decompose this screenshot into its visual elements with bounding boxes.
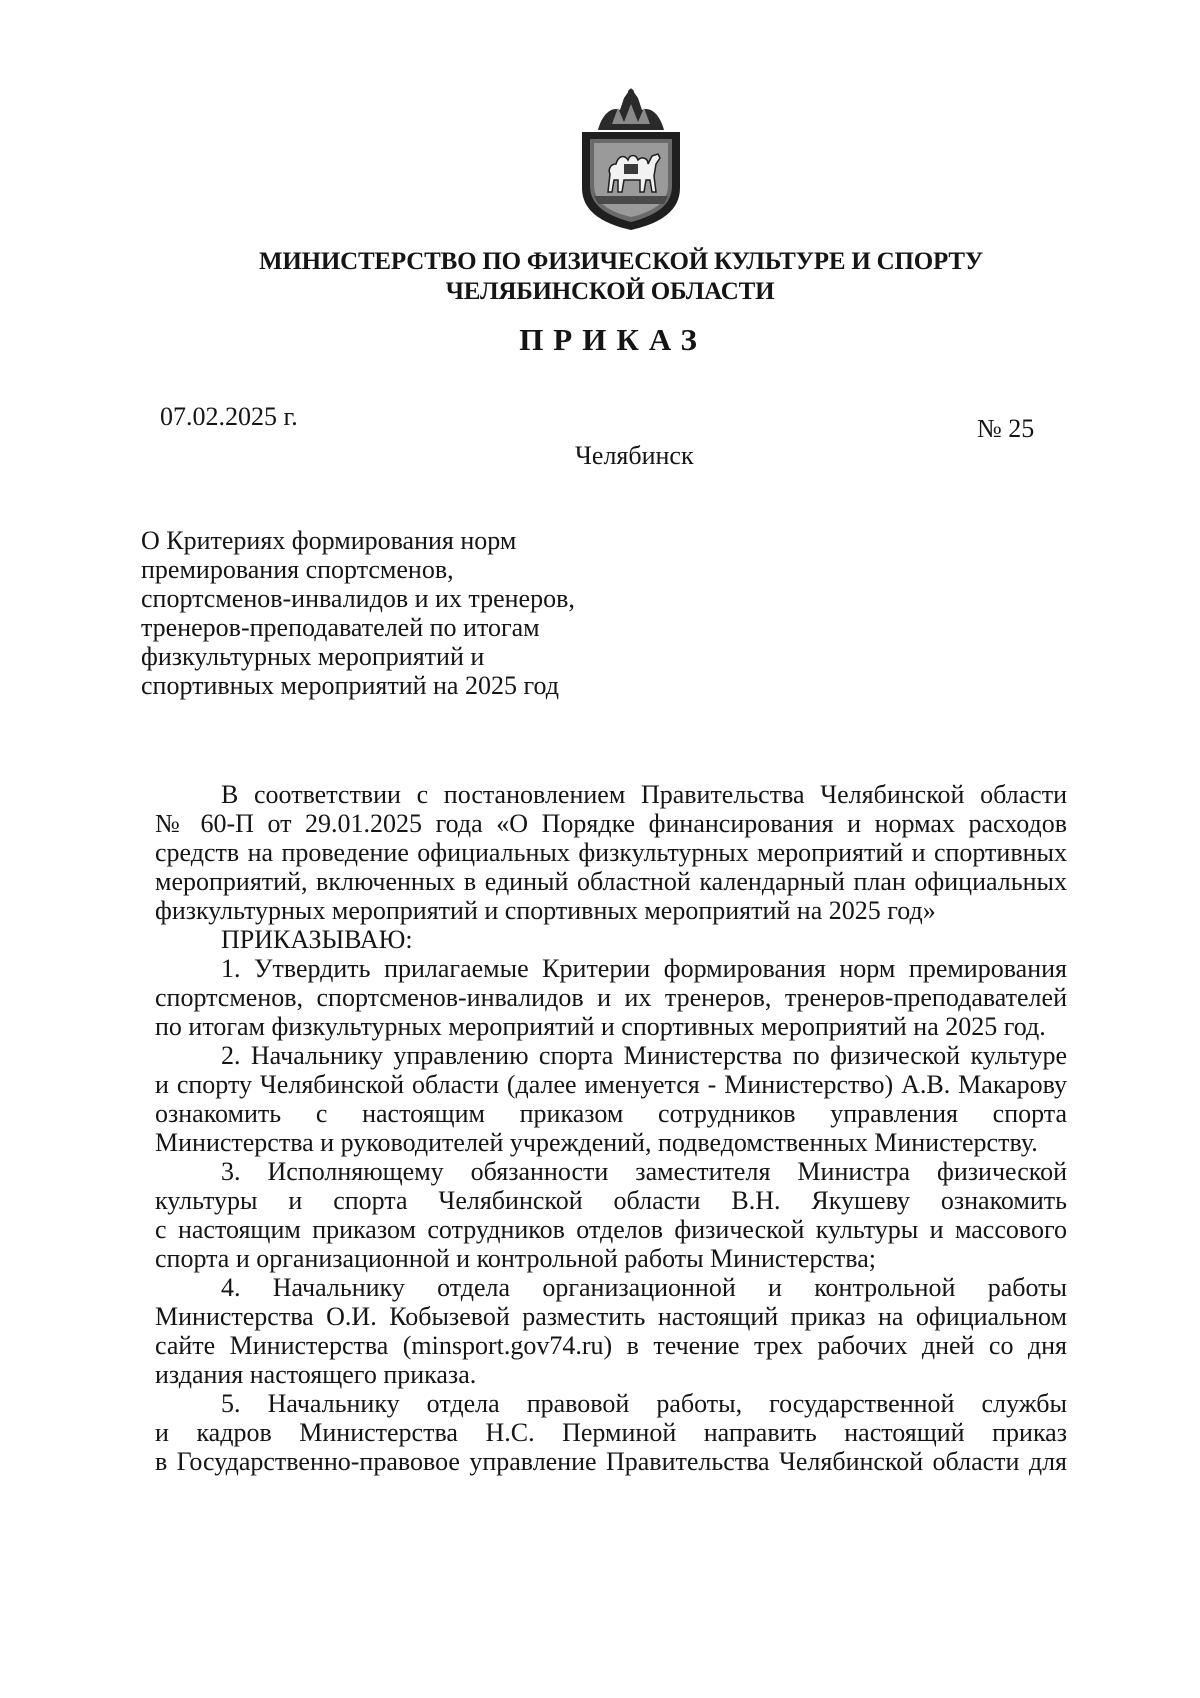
order-word: ПРИКАЗЫВАЮ: <box>221 925 413 954</box>
order-item-line: ознакомить с настоящим приказом сотрудников управления спорта <box>155 1099 1067 1128</box>
subject-line: премирования спортсменов, <box>141 555 454 584</box>
ministry-name <box>0 247 1200 307</box>
order-item-line: с настоящим приказом сотрудников отделов физической культуры и массового <box>155 1215 1067 1244</box>
document-body <box>155 780 1067 1476</box>
order-item-line: сайте Министерства (minsport.gov74.ru) в течение трех рабочих дней со дня <box>155 1331 1067 1360</box>
document-subject <box>141 526 681 700</box>
order-item-line: 1. Утвердить прилагаемые Критерии формирования норм премирования <box>221 954 1067 983</box>
ministry-name-line1: МИНИСТЕРСТВО ПО ФИЗИЧЕСКОЙ КУЛЬТУРЕ И СПОРТУ <box>258 248 984 275</box>
order-item-line: 2. Начальнику управлению спорта Министерства по физической культуре <box>221 1041 1067 1070</box>
subject-line: О Критериях формирования норм <box>141 526 517 555</box>
order-item-line: 3. Исполняющему обязанности заместителя Министра физической <box>221 1157 1067 1186</box>
document-date: 07.02.2025 г. <box>160 402 298 431</box>
order-item-line: спортсменов, спортсменов-инвалидов и их тренеров, тренеров-преподавателей <box>155 983 1067 1012</box>
order-item-line: 5. Начальнику отдела правовой работы, государственной службы <box>221 1389 1067 1418</box>
preamble-line: В соответствии с постановлением Правительства Челябинской области <box>221 780 1067 809</box>
subject-line: физкультурных мероприятий и <box>141 642 485 671</box>
order-item-line: Министерства и руководителей учреждений, подведомственных Министерству. <box>155 1128 1038 1157</box>
order-item-line: 4. Начальнику отдела организационной и контрольной работы <box>221 1273 1067 1302</box>
order-item-line: по итогам физкультурных мероприятий и спортивных мероприятий на 2025 год. <box>155 1012 1046 1041</box>
preamble-line: мероприятий, включенных в единый областной календарный план официальных <box>155 867 1067 896</box>
document-city: Челябинск <box>575 441 694 470</box>
order-item-line: и кадров Министерства Н.С. Перминой направить настоящий приказ <box>155 1418 1067 1447</box>
document-number: № 25 <box>977 414 1035 443</box>
order-item-line: спорта и организационной и контрольной работы Министерства; <box>155 1244 876 1273</box>
order-item-line: культуры и спорта Челябинской области В.Н. Якушеву ознакомить <box>155 1186 1067 1215</box>
order-item-line: и спорту Челябинской области (далее именуется - Министерство) А.В. Макарову <box>155 1070 1067 1099</box>
coat-of-arms-emblem <box>568 84 694 234</box>
subject-line: спортсменов-инвалидов и их тренеров, <box>141 584 575 613</box>
ministry-name-line2: ЧЕЛЯБИНСКОЙ ОБЛАСТИ <box>445 278 775 305</box>
preamble-line: № 60-П от 29.01.2025 года «О Порядке финансирования и нормах расходов <box>155 809 1067 838</box>
preamble-line: средств на проведение официальных физкультурных мероприятий и спортивных <box>155 838 1067 867</box>
subject-line: тренеров-преподавателей по итогам <box>141 613 540 642</box>
order-item-line: Министерства О.И. Кобызевой разместить настоящий приказ на официальном <box>155 1302 1067 1331</box>
document-type-title: ПРИКАЗ <box>519 322 707 357</box>
preamble-line: физкультурных мероприятий и спортивных мероприятий на 2025 год» <box>155 896 936 925</box>
order-item-line: издания настоящего приказа. <box>155 1360 477 1389</box>
order-item-line: в Государственно-правовое управление Правительства Челябинской области для <box>155 1447 1067 1476</box>
subject-line: спортивных мероприятий на 2025 год <box>141 671 559 700</box>
